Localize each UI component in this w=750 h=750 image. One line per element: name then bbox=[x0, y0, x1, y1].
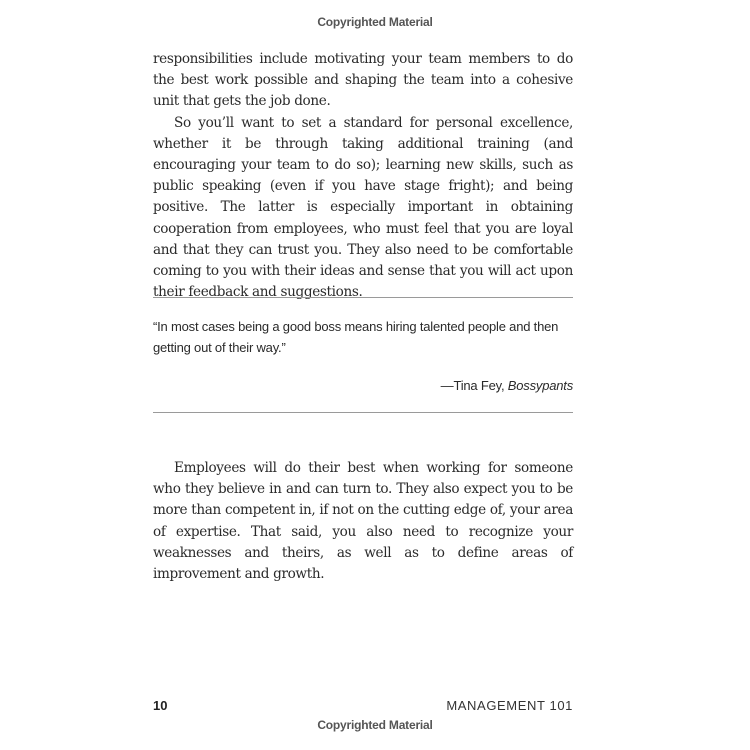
copyright-watermark-top: Copyrighted Material bbox=[317, 15, 433, 29]
running-title: MANAGEMENT 101 bbox=[446, 698, 573, 713]
paragraph-continued: responsibilities include motivating your team members to do the best work possible and shaping the team into a cohesive unit that gets the job done. bbox=[153, 51, 573, 110]
page-number: 10 bbox=[153, 698, 168, 713]
quote-rule-top bbox=[153, 297, 573, 298]
quote-attribution bbox=[153, 378, 573, 393]
attribution-author: —Tina Fey, bbox=[440, 378, 508, 393]
body-text-bottom bbox=[153, 458, 573, 585]
body-text-top bbox=[153, 49, 573, 303]
quote-rule-bottom bbox=[153, 412, 573, 413]
paragraph-standard: So you’ll want to set a standard for personal excellence, whether it be through taking additional training (and encouraging your team to do so); learning new skills, such as public speaking (even if you have stage fright); and being positive. The latter is especially important in obtaining cooperation from employees, who must feel that you are loyal and that they can trust you. They also need to be comfortable coming to you with their ideas and sense that you will act upon their feedback and suggestions. bbox=[153, 114, 573, 301]
paragraph-employees: Employees will do their best when working for someone who they believe in and can turn to. They also expect you to be more than competent in, if not on the cutting edge of, your area of expertise. That said, you also need to recognize your weaknesses and theirs, as well as to define areas of improvement and growth. bbox=[153, 460, 573, 583]
copyright-watermark-bottom: Copyrighted Material bbox=[317, 718, 433, 732]
pull-quote: “In most cases being a good boss means hiring talented people and then getting out of their way.” bbox=[153, 319, 559, 355]
attribution-work: Bossypants bbox=[507, 378, 573, 393]
